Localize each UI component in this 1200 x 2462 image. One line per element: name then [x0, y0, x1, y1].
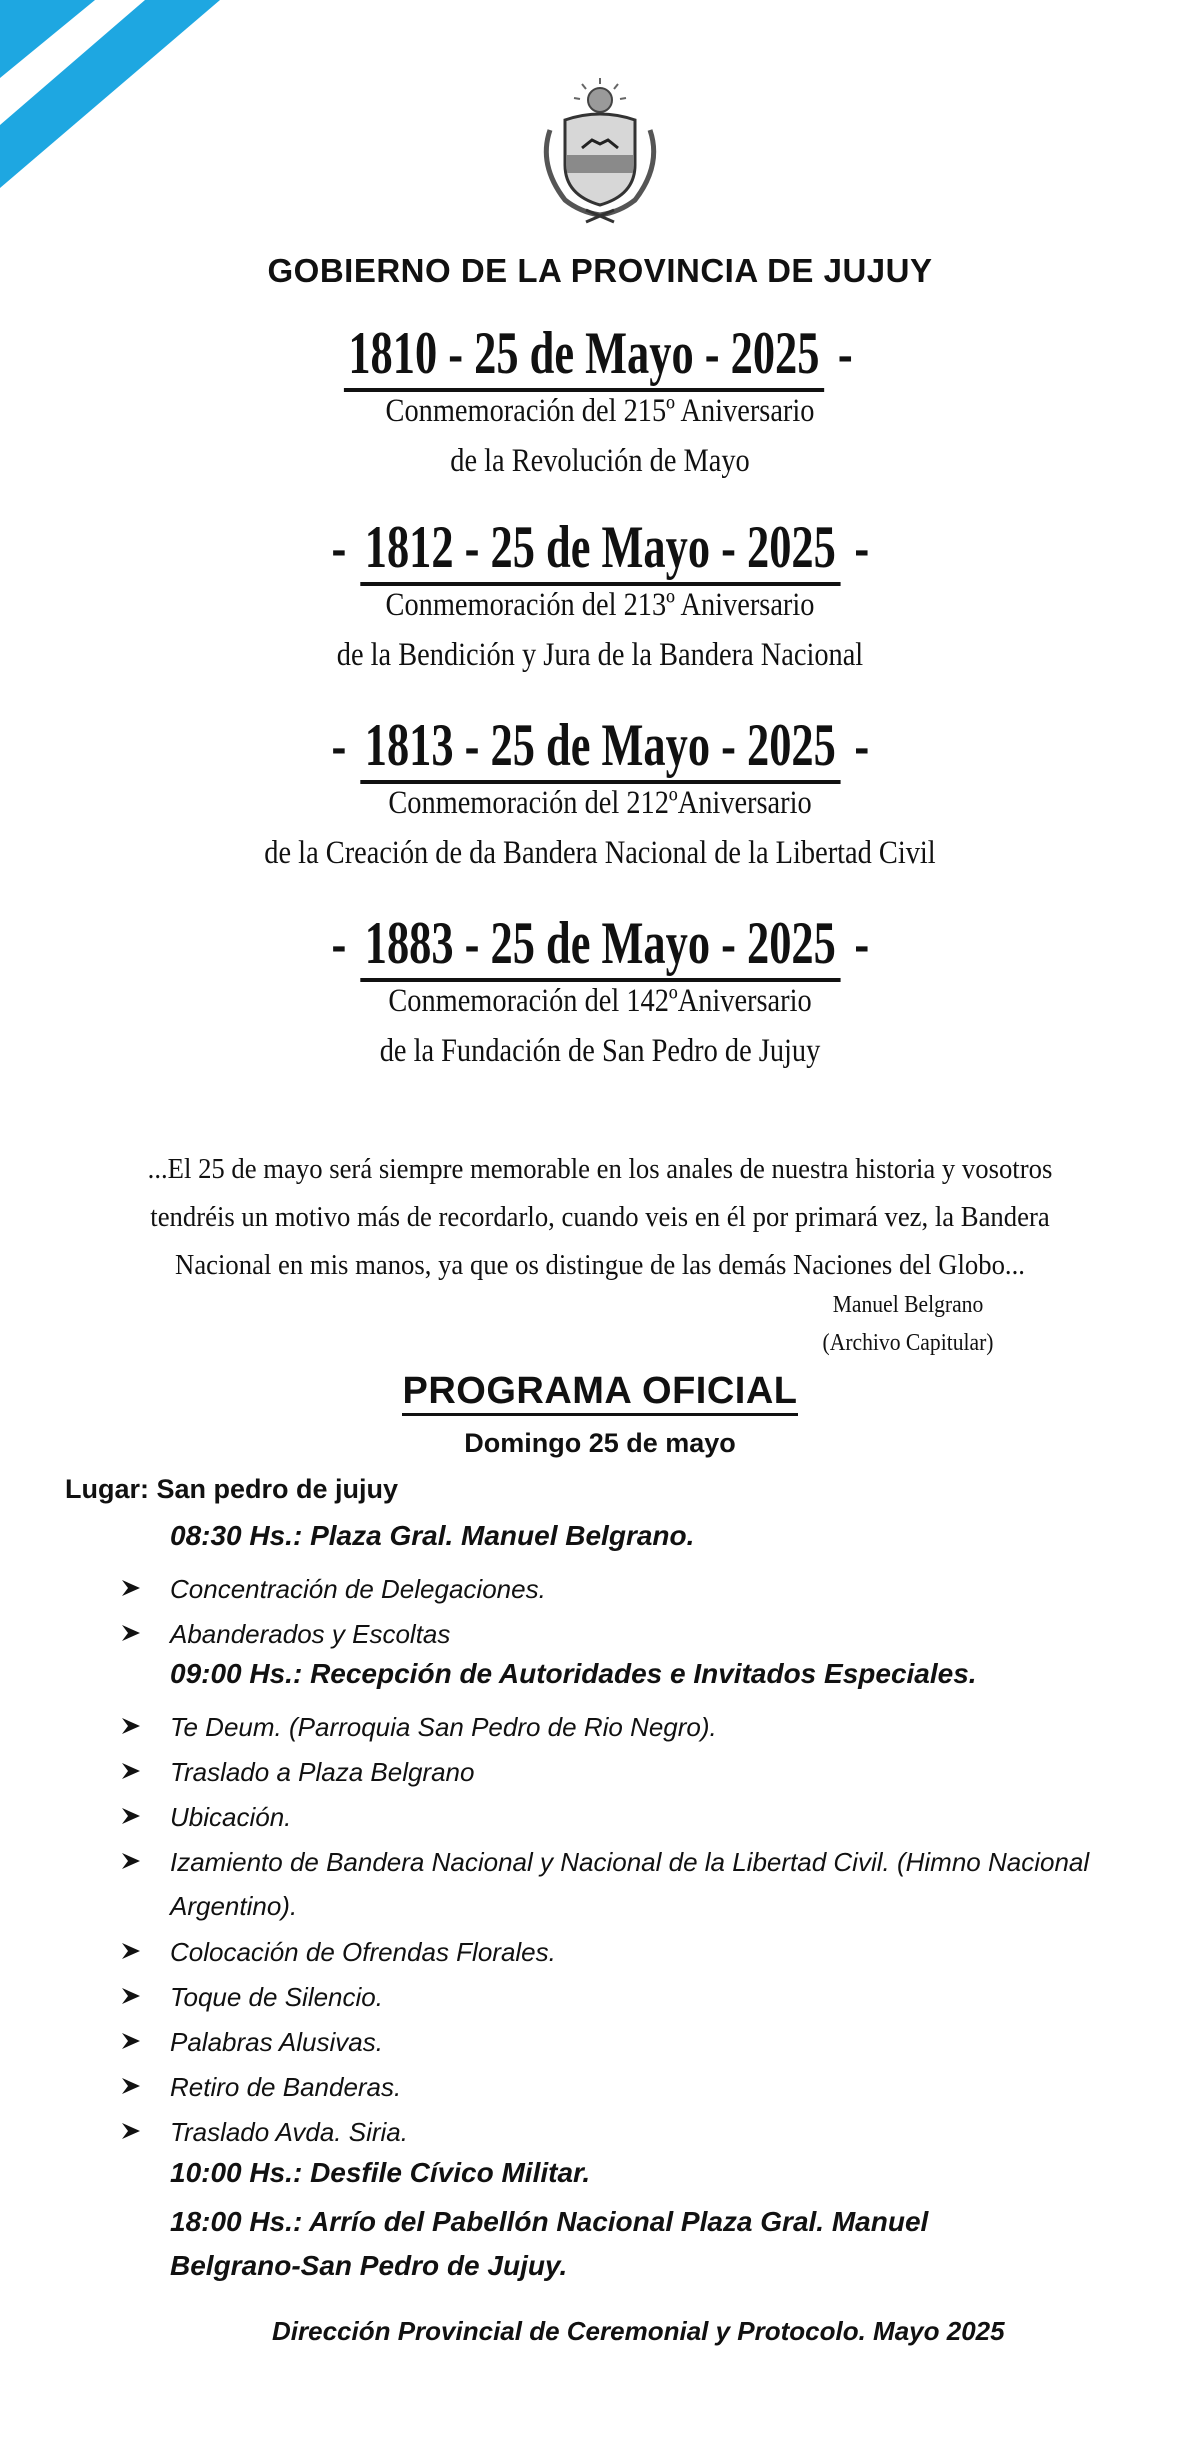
anniversary-line2: de la Bendición y Jura de la Bandera Nacional: [336, 637, 864, 673]
program-item-text: Retiro de Banderas.: [170, 2072, 402, 2102]
arrow-bullet-icon: [120, 1715, 146, 1741]
program-date: Domingo 25 de mayo: [464, 1428, 736, 1458]
anniversary-date: - 1812 - 25 de Mayo - 2025 -: [328, 514, 872, 580]
program-time-text: 09:00 Hs.: Recepción de Autoridades e Invitados Especiales.: [170, 1658, 977, 1689]
program-time-text: 08:30 Hs.: Plaza Gral. Manuel Belgrano.: [170, 1520, 695, 1551]
program-item-text: Traslado Avda. Siria.: [170, 2117, 408, 2147]
anniversary-line1: Conmemoración del 215º Aniversario: [385, 393, 815, 429]
anniversary-date: - 1813 - 25 de Mayo - 2025 -: [328, 712, 872, 778]
anniversary-line1: Conmemoración del 212ºAniversario: [388, 785, 812, 821]
arrow-bullet-icon: [120, 2030, 146, 2056]
belgrano-quote: [95, 1145, 1105, 1289]
arrow-bullet-icon: [120, 2120, 146, 2146]
quote-source: (Archivo Capitular): [822, 1330, 994, 1356]
provincial-seal-emblem: [520, 70, 680, 230]
arrow-bullet-icon: [120, 2075, 146, 2101]
anniversary-1812: [0, 514, 1200, 680]
program-item-text: Traslado a Plaza Belgrano: [170, 1757, 475, 1787]
anniversary-date: - 1883 - 25 de Mayo - 2025 -: [328, 910, 872, 976]
anniversary-line2: de la Fundación de San Pedro de Jujuy: [379, 1033, 821, 1069]
program-title: PROGRAMA OFICIAL: [0, 1370, 1200, 1413]
program-item-text: Te Deum. (Parroquia San Pedro de Rio Negro).: [170, 1712, 717, 1742]
quote-line: ...El 25 de mayo será siempre memorable en los anales de nuestra historia y vosotros: [147, 1153, 1053, 1185]
program-item-text: Colocación de Ofrendas Florales.: [170, 1937, 556, 1967]
program-time-text: 18:00 Hs.: Arrío del Pabellón Nacional Plaza Gral. Manuel Belgrano-San Pedro de Jujuy.: [170, 2206, 929, 2281]
program-time-text: 10:00 Hs.: Desfile Cívico Militar.: [170, 2157, 591, 2188]
program-item-text: Ubicación.: [170, 1802, 292, 1832]
anniversary-line1: Conmemoración del 213º Aniversario: [385, 587, 815, 623]
program-item-text: Concentración de Delegaciones.: [170, 1574, 546, 1604]
anniversary-1883: [0, 910, 1200, 1076]
anniversary-1813: [0, 712, 1200, 878]
quote-line: Nacional en mis manos, ya que os distingue de las demás Naciones del Globo...: [175, 1249, 1025, 1281]
anniversary-date: 1810 - 25 de Mayo - 2025 -: [344, 320, 856, 386]
program-place: Lugar: San pedro de jujuy: [65, 1474, 399, 1504]
arrow-bullet-icon: [120, 1940, 146, 1966]
anniversary-1810: [0, 320, 1200, 486]
arrow-bullet-icon: [120, 1850, 146, 1876]
flag-stripes-decoration: [0, 0, 240, 200]
quote-line: tendréis un motivo más de recordarlo, cuando veis en él por primará vez, la Bandera: [150, 1201, 1050, 1233]
program-item-text: Izamiento de Bandera Nacional y Nacional de la Libertad Civil. (Himno Nacional Argentino).: [170, 1847, 1090, 1921]
arrow-bullet-icon: [120, 1577, 146, 1603]
government-heading: GOBIERNO DE LA PROVINCIA DE JUJUY: [267, 252, 933, 289]
arrow-bullet-icon: [120, 1622, 146, 1648]
footer-credit: Dirección Provincial de Ceremonial y Protocolo. Mayo 2025: [272, 2316, 1005, 2346]
arrow-bullet-icon: [120, 1985, 146, 2011]
anniversary-line1: Conmemoración del 142ºAniversario: [388, 983, 812, 1019]
program-item-text: Palabras Alusivas.: [170, 2027, 383, 2057]
anniversary-line2: de la Revolución de Mayo: [450, 443, 750, 479]
quote-author: Manuel Belgrano: [832, 1292, 984, 1318]
anniversary-line2: de la Creación de da Bandera Nacional de la Libertad Civil: [264, 835, 936, 871]
arrow-bullet-icon: [120, 1805, 146, 1831]
arrow-bullet-icon: [120, 1760, 146, 1786]
program-item-text: Toque de Silencio.: [170, 1982, 383, 2012]
program-item-text: Abanderados y Escoltas: [170, 1619, 451, 1649]
